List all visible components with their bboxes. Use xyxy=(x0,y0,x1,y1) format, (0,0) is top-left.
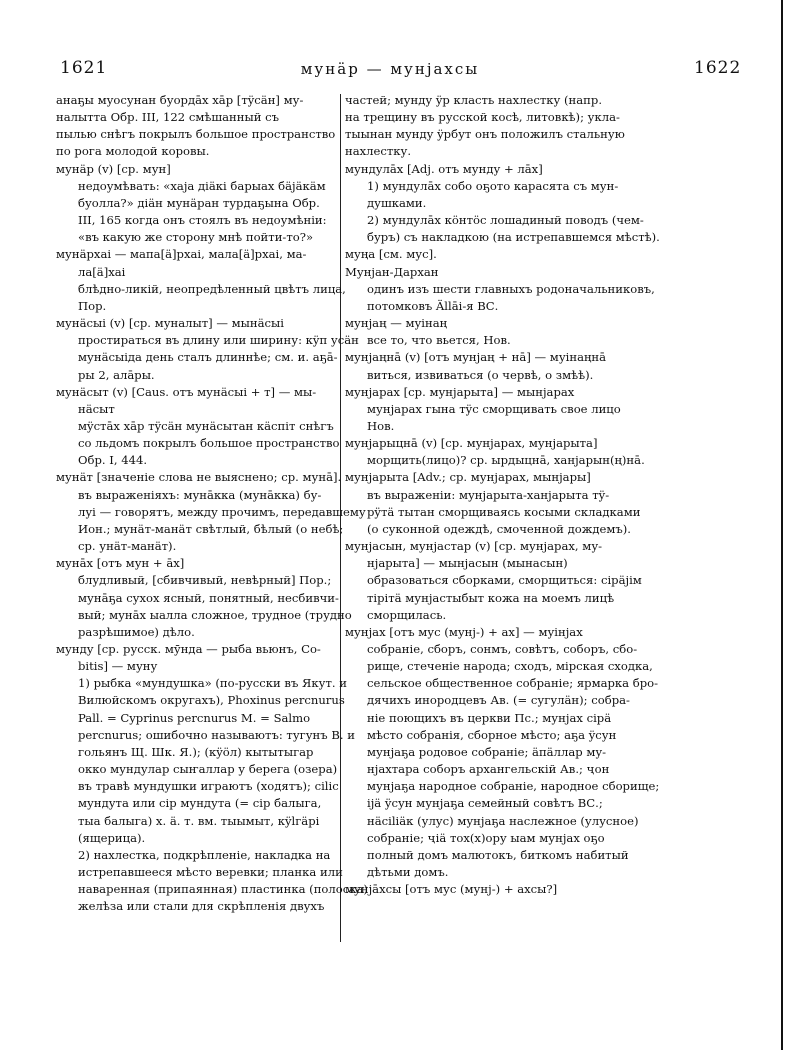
entry-text-line: мунjаҕа народное собранiе, народное сборище; xyxy=(367,779,660,794)
entry-text-line: рÿтä тытан сморщиваясь косыми складками xyxy=(367,504,641,519)
entry-text-line: собранiе, сборъ, сонмъ, совѣтъ, соборъ, сбо- xyxy=(367,642,638,656)
entry-text-line: 2) мундулāх кöнтöс лошадиный поводъ (чем- xyxy=(367,213,644,228)
entry-headword-line: мунäр (v) [ср. мун] xyxy=(56,161,171,176)
entry-text-line: желѣза или стали для скрѣпленiя двухъ xyxy=(78,899,325,914)
entry-text-line: ла[ä]хаi xyxy=(78,264,126,279)
entry-text-line: Пор. xyxy=(78,298,107,313)
entry-headword-line: мунäсыi (v) [ср. муналыт] — мынäсыi xyxy=(56,316,284,331)
entry-headword-line: мунjарыта [Adv.; ср. мунjарах, мынjары] xyxy=(345,470,591,485)
entry-text-line: III, 165 когда онъ стоялъ въ недоумѣнiи: xyxy=(78,213,327,228)
entry-headword-line: мунäт [значенiе слова не выяснено; ср. мунā]. xyxy=(56,470,342,485)
entry-text-line: Обр. I, 444. xyxy=(78,453,148,468)
entry-text-line: налытта Обр. III, 122 смѣшанный съ xyxy=(56,110,280,125)
entry-text-line: частей; мунду ÿр класть нахлестку (напр. xyxy=(345,93,603,107)
entry-text-line: истрепавшееся мѣсто веревки; планка или xyxy=(78,865,343,880)
entry-text-line: мунāҕа сухох ясный, понятный, несбивчи- xyxy=(78,590,339,605)
entry-text-line: въ выраженiи: мунjарыта-ханjарыта тÿ- xyxy=(367,487,610,502)
entry-text-line: 1) рыбка «мундушка» (по-русски въ Якут. и xyxy=(78,676,347,691)
entry-text-line: образоваться сборками, сморщиться: сiрäjiм xyxy=(367,573,642,588)
entry-text-line: буолла?» дiäн мунäран турдаҕына Обр. xyxy=(78,195,320,210)
entry-text-line: одинъ изъ шести главныхъ родоначальниковъ, xyxy=(367,281,655,296)
entry-text-line: сморщилась. xyxy=(367,607,447,622)
entry-text-line: вый; мунāх ыалла сложное, трудное (трудно xyxy=(78,607,352,622)
entry-text-line: въ выраженiяхъ: мунāкка (мунāкка) бу- xyxy=(78,487,322,502)
page-number-left: 1621 xyxy=(60,58,108,78)
entry-text-line: душками. xyxy=(367,195,427,210)
entry-text-line: все то, что вьется, Нов. xyxy=(367,333,511,348)
entry-headword-line: мундулāх [Adj. отъ мунду + лāх] xyxy=(345,161,543,176)
entry-text-line: дячихъ инородцевъ Ав. (= сугулäн); собра- xyxy=(367,693,630,708)
entry-text-line: Нов. xyxy=(367,418,395,433)
entry-text-line: луi — говорятъ, между прочимъ, передавшему xyxy=(78,504,366,519)
entry-text-line: 2) нахлестка, подкрѣпленiе, накладка на xyxy=(78,847,331,862)
entry-text-line: нäсыт xyxy=(78,401,115,416)
entry-headword-line: мунäсыт (v) [Caus. отъ мунäсыi + т] — мы- xyxy=(56,384,317,399)
entry-text-line: bitis] — муну xyxy=(78,659,158,674)
entry-text-line: сельское общественное собранiе; ярмарка бро- xyxy=(367,676,659,691)
entry-text-line: дѣтьми домъ. xyxy=(367,865,449,880)
running-title: мунäр — мунjахсы xyxy=(300,60,480,78)
entry-text-line: рище, стеченiе народа; сходъ, мiрская сходка, xyxy=(367,659,653,674)
page-number-right: 1622 xyxy=(694,58,742,78)
entry-text-line: нiе поющихъ въ церкви Пс.; мунjах сiрä xyxy=(367,710,612,725)
entry-text-line: виться, извиваться (о червѣ, о змѣѣ). xyxy=(367,367,594,382)
entry-headword-line: мунjарах [ср. мунjарыта] — мынjарах xyxy=(345,384,575,399)
entry-text-line: со льдомъ покрылъ большое пространство xyxy=(78,436,340,451)
entry-text-line: окко мундулар сыҥаллар у берега (озера) xyxy=(78,762,338,777)
entry-text-line: (о суконной одеждѣ, смоченной дождемъ). xyxy=(367,521,631,536)
entry-text-line: мундута или сiр мундута (= сiр балыга, xyxy=(78,796,322,811)
entry-headword-line: муңа [см. мус]. xyxy=(345,247,437,262)
entry-text-line: мунjаҕа родовое собранiе; äпäллар му- xyxy=(367,744,607,759)
entry-text-line: нäсiliäк (улус) мунjаҕа наслежное (улусное) xyxy=(367,813,639,828)
entry-text-line: (ящерица). xyxy=(78,830,146,845)
entry-text-line: пылью снѣгъ покрылъ большое пространство xyxy=(56,127,336,142)
entry-text-line: по рога молодой коровы. xyxy=(56,144,210,159)
entry-headword-line: мунjарыцнā (v) [ср. мунjарах, мунjарыта] xyxy=(345,436,598,451)
entry-headword-line: мунjāхсы [отъ мус (мунj-) + ахсы?] xyxy=(345,882,558,897)
entry-headword-line: мунäрхаi — мапа[ä]рхаi, мала[ä]рхаi, ма- xyxy=(56,247,307,262)
entry-text-line: полный домъ малютокъ, биткомъ набитый xyxy=(367,847,629,862)
entry-text-line: мѣсто собранiя, сборное мѣсто; аҕа ÿсун xyxy=(367,727,617,742)
entry-text-line: тыа балыга) х. ä. т. вм. тыымыт, кÿlгäрi xyxy=(78,813,320,828)
entry-text-line: блудливый, [сбивчивый, невѣрный] Пор.; xyxy=(78,573,332,588)
entry-text-line: нjарыта] — мынjасын (мынасын) xyxy=(367,556,568,571)
page-edge-line xyxy=(781,0,783,1050)
left-column xyxy=(56,92,368,916)
entry-headword-line: мунāх [отъ мун + āх] xyxy=(56,556,185,571)
entry-text-line: «въ какую же сторону мнѣ пойти-то?» xyxy=(78,230,314,245)
entry-text-line: 1) мундулāх собо оҕото карасята съ мун- xyxy=(367,178,619,193)
entry-headword-line: мунду [ср. русск. мӯнда — рыба вьюнъ, Co- xyxy=(56,642,321,656)
page-header xyxy=(0,58,800,82)
entry-text-line: гольянъ Щ. Шк. Я.); (кÿöл) кытытыгар xyxy=(78,744,314,759)
entry-text-line: собранiе; ҷiä тох(х)ору ыам мунjах оҕо xyxy=(367,830,605,845)
entry-text-line: ср. унäт-манäт). xyxy=(78,539,177,554)
entry-text-line: Вилюйскомъ округахъ), Phoxinus percnurus xyxy=(78,693,345,708)
entry-text-line: мунäсыiда день сталъ длиннѣе; см. и. аҕā- xyxy=(78,350,338,365)
entry-text-line: наваренная (припаянная) пластинка (полоска) xyxy=(78,882,368,897)
entry-headword-line: мунjах [отъ мус (мунj-) + ах] — муiнjах xyxy=(345,624,583,639)
entry-text-line: простираться въ длину или ширину: кÿп усäн xyxy=(78,333,359,348)
entry-text-line: на трещину въ русской косѣ, литовкѣ); укла- xyxy=(345,110,620,125)
entry-text-line: мÿстāх хāр тÿсäн мунäсытан кäспiт снѣгъ xyxy=(78,418,334,433)
entry-headword-line: мунjаңнā (v) [отъ мунjаң + нā] — муiнаңнā xyxy=(345,350,607,365)
entry-text-line: недоумѣвать: «хаjа дiäкi барыах бäjäкäм xyxy=(78,178,326,193)
entry-text-line: Pall. = Cyprinus percnurus M. = Salmo xyxy=(78,710,311,725)
entry-text-line: потомковъ Ällāi-я ВС. xyxy=(367,298,499,313)
entry-text-line: тыынан мунду ÿрбут онъ положилъ стальную xyxy=(345,127,625,142)
entry-text-line: тiрiтä мунjастыбыт кожа на моемъ лицѣ xyxy=(367,590,615,605)
entry-text-line: анаҕы муосунан буордāх хāр [тÿсäн] му- xyxy=(56,93,304,107)
entry-headword-line: мунjасын, мунjастар (v) [ср. мунjарах, му- xyxy=(345,539,603,554)
entry-text-line: въ травѣ мундушки играютъ (ходятъ); сiliс xyxy=(78,779,339,794)
entry-headword-line: Мунjан-Дархан xyxy=(345,264,439,279)
entry-text-line: морщить(лицо)? ср. ырдыцнā, ханjарын(ң)нā. xyxy=(367,453,645,468)
entry-headword-line: мунjаң — муiнаң xyxy=(345,316,448,331)
entry-text-line: percnurus; ошибочно называютъ: тугунъ В. и xyxy=(78,727,355,742)
entry-text-line: нахлестку. xyxy=(345,144,412,159)
entry-text-line: Ион.; мунäт-манäт свѣтлый, бѣлый (о небѣ; xyxy=(78,521,344,536)
entry-text-line: ры 2, алāры. xyxy=(78,367,155,382)
entry-text-line: мунjарах гына тÿс сморщивать свое лицо xyxy=(367,401,621,416)
entry-text-line: буръ) съ накладкою (на истрепавшемся мѣстѣ). xyxy=(367,230,660,245)
entry-text-line: разрѣшимое) дѣло. xyxy=(78,624,195,639)
right-column xyxy=(345,92,660,898)
entry-text-line: iјä ÿсун мунjаҕа семейный совѣтъ ВС.; xyxy=(367,796,603,811)
entry-text-line: блѣдно-ликiй, неопредѣленный цвѣтъ лица, xyxy=(78,281,346,296)
entry-text-line: нjахтара соборъ архангельскiй Ав.; ҷон xyxy=(367,762,610,777)
